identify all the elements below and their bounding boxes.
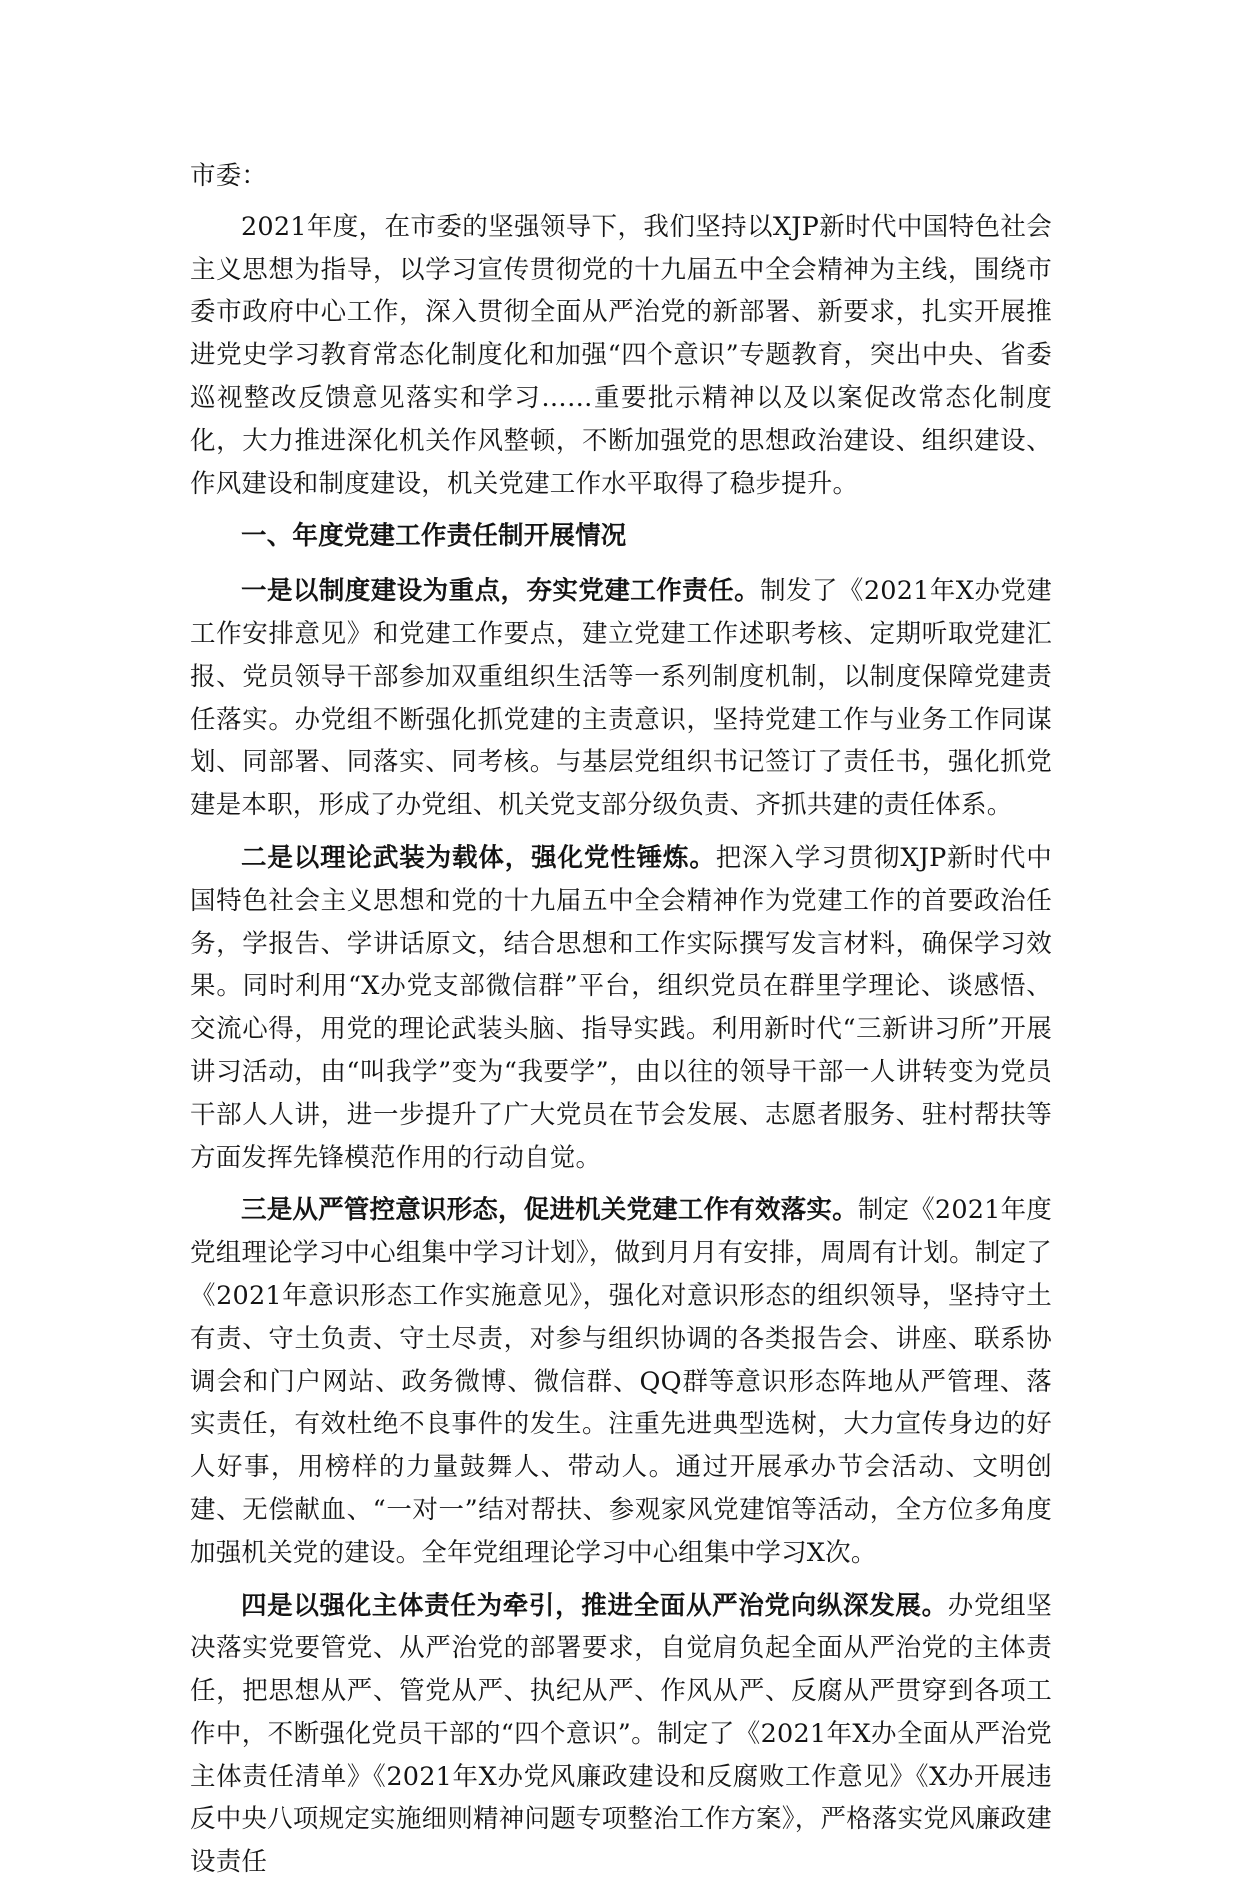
- item-body: 制发了《2021年X办党建工作安排意见》和党建工作要点，建立党建工作述职考核、定期听取党建汇报、党员领导干部参加双重组织生活等一系列制度机制，以制度保障党建责任落实。办党组不断强化抓党建的主责意识，坚持党建工作与业务工作同谋划、同部署、同落实、同考核。与基层党组织书记签订了责任书，强化抓党建是本职，形成了办党组、机关党支部分级负责、齐抓共建的责任体系。: [190, 576, 1052, 821]
- item-lead: 四是以强化主体责任为牵引，推进全面从严治党向纵深发展。: [241, 1590, 948, 1621]
- salutation: 市委：: [190, 161, 268, 191]
- item-lead: 二是以理论武装为载体，强化党性锤炼。: [241, 842, 716, 873]
- item-body: 制定《2021年度党组理论学习中心组集中学习计划》，做到月月有安排，周周有计划。制定了《2021年意识形态工作实施意见》，强化对意识形态的组织领导，坚持守土有责、守土负责、守土尽责，对参与组织协调的各类报告会、讲座、联系协调会和门户网站、政务微博、微信群、QQ群等意识形态阵地从严管理、落实责任，有效杜绝不良事件的发生。注重先进典型选树，大力宣传身边的好人好事，用榜样的力量鼓舞人、带动人。通过开展承办节会活动、文明创建、无偿献血、“一对一”结对帮扶、参观家风党建馆等活动，全方位多角度加强机关党的建设。全年党组理论学习中心组集中学习X次。: [190, 1195, 1053, 1568]
- document-page: [190, 155, 1052, 1894]
- item-paragraph-2: [190, 837, 1052, 1179]
- item-lead: 三是从严管控意识形态，促进机关党建工作有效落实。: [241, 1195, 858, 1226]
- section-heading: 一、年度党建工作责任制开展情况: [241, 521, 627, 552]
- item-body: 把深入学习贯彻XJP新时代中国特色社会主义思想和党的十九届五中全会精神作为党建工作的首要政治任务，学报告、学讲话原文，结合思想和工作实际撰写发言材料，确保学习效果。同时利用“X办党支部微信群”平台，组织党员在群里学理论、谈感悟、交流心得，用党的理论武装头脑、指导实践。利用新时代“三新讲习所”开展讲习活动，由“叫我学”变为“我要学”，由以往的领导干部一人讲转变为党员干部人人讲，进一步提升了广大党员在节会发展、志愿者服务、驻村帮扶等方面发挥先锋模范作用的行动自觉。: [190, 842, 1052, 1173]
- intro-paragraph: 2021年度，在市委的坚强领导下，我们坚持以XJP新时代中国特色社会主义思想为指导，以学习宣传贯彻党的十九届五中全会精神为主线，围绕市委市政府中心工作，深入贯彻全面从严治党的新部署、新要求，扎实开展推进党史学习教育常态化制度化和加强“四个意识”专题教育，突出中央、省委巡视整改反馈意见落实和学习……重要批示精神以及以案促改常态化制度化，大力推进深化机关作风整顿，不断加强党的思想政治建设、组织建设、作风建设和制度建设，机关党建工作水平取得了稳步提升。: [190, 211, 1052, 499]
- item-body: 办党组坚决落实党要管党、从严治党的部署要求，自觉肩负起全面从严治党的主体责任，把思想从严、管党从严、执纪从严、作风从严、反腐从严贯穿到各项工作中，不断强化党员干部的“四个意识”。制定了《2021年X办全面从严治党主体责任清单》《2021年X办党风廉政建设和反腐败工作意见》《X办开展违反中央八项规定实施细则精神问题专项整治工作方案》，严格落实党风廉政建设责任: [190, 1590, 1052, 1878]
- item-paragraph-1: [190, 570, 1052, 827]
- item-paragraph-4: [190, 1585, 1052, 1885]
- item-paragraph-3: [190, 1189, 1052, 1574]
- item-lead: 一是以制度建设为重点，夯实党建工作责任。: [241, 576, 761, 607]
